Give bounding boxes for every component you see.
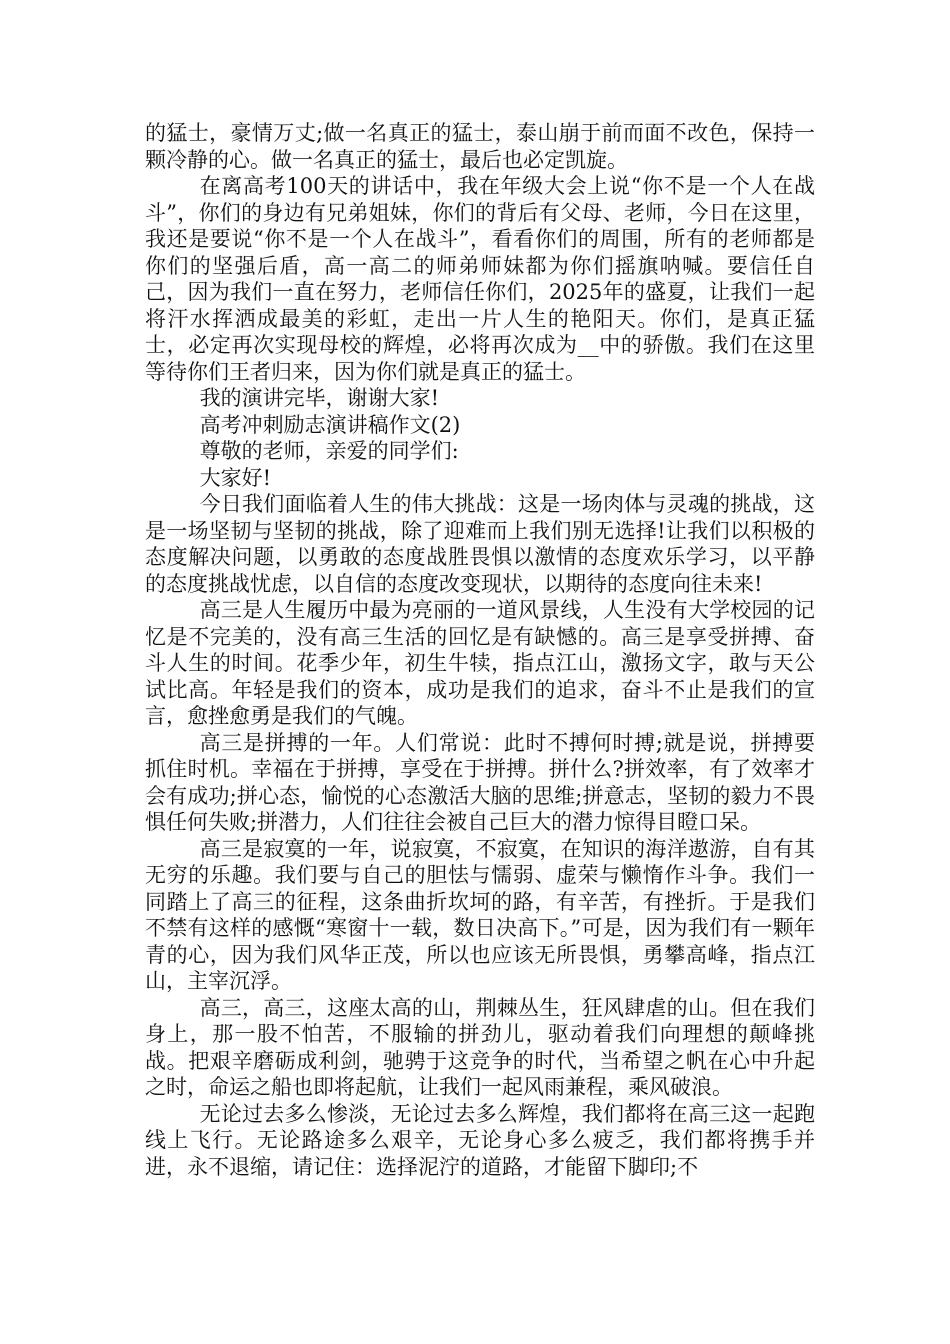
greeting: 大家好! xyxy=(199,465,272,490)
document-page xyxy=(145,120,815,1180)
paragraph: 无论过去多么惨淡，无论过去多么辉煌，我们都将在高三这一起跑线上飞行。无论路途多么艰辛，无论身心多么疲乏，我们都将携手并进，永不退缩，请记住：选择泥泞的道路，才能留下脚印;不 xyxy=(145,1101,815,1179)
paragraph: 高三是拼搏的一年。人们常说：此时不搏何时搏;就是说，拼搏要抓住时机。幸福在于拼搏，享受在于拼搏。拼什么?拼效率，有了效率才会有成功;拼心态，愉悦的心态激活大脑的思维;拼意志，坚韧的毅力不畏惧任何失败;拼潜力，人们往往会被自己巨大的潜力惊得目瞪口呆。 xyxy=(145,730,815,834)
paragraph: 的猛士，豪情万丈;做一名真正的猛士，泰山崩于前而面不改色，保持一颗冷静的心。做一名真正的猛士，最后也必定凯旋。 xyxy=(145,121,815,172)
paragraph: 高三是寂寞的一年，说寂寞，不寂寞，在知识的海洋遨游，自有其无穷的乐趣。我们要与自己的胆怯与懦弱、虚荣与懒惰作斗争。我们一同踏上了高三的征程，这条曲折坎坷的路，有辛苦，有挫折。于是我们不禁有这样的感慨“寒窗十一载，数日决高下。”可是，因为我们有一颗年青的心，因为我们风华正茂，所以也应该无所畏惧，勇攀高峰，指点江山，主宰沉浮。 xyxy=(145,836,815,993)
paragraph: 高三，高三，这座太高的山，荆棘丛生，狂风肆虐的山。但在我们身上，那一股不怕苦，不服输的拼劲儿，驱动着我们向理想的颠峰挑战。把艰辛磨砺成利剑，驰骋于这竞争的时代，当希望之帆在心中升起之时，命运之船也即将起航，让我们一起风雨兼程，乘风破浪。 xyxy=(145,995,815,1099)
paragraph: 高三是人生履历中最为亮丽的一道风景线，人生没有大学校园的记忆是不完美的，没有高三生活的回忆是有缺憾的。高三是享受拼搏、奋斗人生的时间。花季少年，初生牛犊，指点江山，激扬文字，敢与天公试比高。年轻是我们的资本，成功是我们的追求，奋斗不止是我们的宣言，愈挫愈勇是我们的气魄。 xyxy=(145,598,815,728)
paragraph: 我的演讲完毕，谢谢大家! xyxy=(199,386,440,410)
paragraph: 今日我们面临着人生的伟大挑战：这是一场肉体与灵魂的挑战，这是一场坚韧与坚韧的挑战，除了迎难而上我们别无选择!让我们以积极的态度解决问题，以勇敢的态度战胜畏惧以激情的态度欢乐学习，以平静的态度挑战忧虑，以自信的态度改变现状，以期待的态度向往未来! xyxy=(145,492,815,596)
salutation: 尊敬的老师，亲爱的同学们: xyxy=(199,439,459,463)
paragraph: 在离高考100天的讲话中，我在年级大会上说“你不是一个人在战斗”，你们的身边有兄弟姐妹，你们的背后有父母、老师，今日在这里，我还是要说“你不是一个人在战斗”，看看你们的周围，所有的老师都是你们的坚强后盾，高一高二的师弟师妹都为你们摇旗呐喊。要信任自己，因为我们一直在努力，老师信任你们，2025年的盛夏，让我们一起将汗水挥洒成最美的彩虹，走出一片人生的艳阳天。你们，是真正猛士，必定再次实现母校的辉煌，必将再次成为__中的骄傲。我们在这里等待你们王者归来，因为你们就是真正的猛士。 xyxy=(145,174,815,384)
section-heading: 高考冲刺励志演讲稿作文(2) xyxy=(199,412,461,437)
